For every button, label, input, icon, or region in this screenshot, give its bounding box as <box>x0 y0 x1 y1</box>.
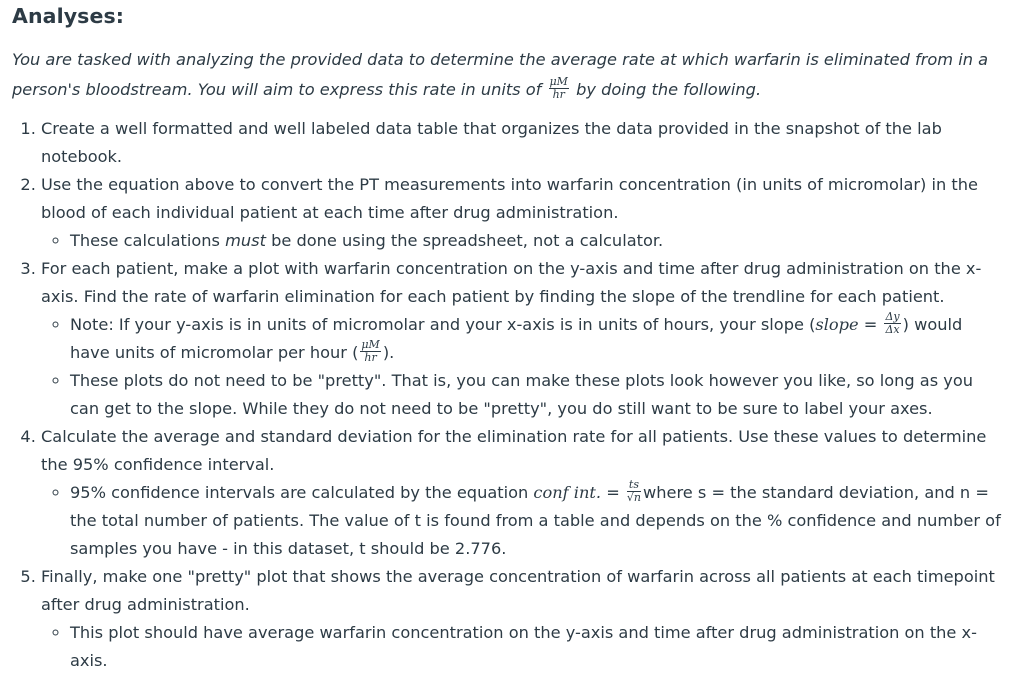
list-item: ◦ These plots do not need to be "pretty". That is, you can make these plots look however you like, so long as you can get to the slope. While they do not need to be "pretty", you do still want to be sure to label your axes. <box>70 367 1001 423</box>
list-item: 1. Create a well formatted and well labeled data table that organizes the data provided in the snapshot of the lab notebook. <box>41 115 1001 171</box>
list-item: ◦ 95% confidence intervals are calculated by the equation conf int. = $\frac{ts}{√n}$ where s = the standard deviation, and n = the total number of patients. The value of t is found from a table and depends on the % confidence and number of samples you have - in this dataset, t should be 2.776. <box>70 479 1001 563</box>
list-item: 5. Finally, make one "pretty" plot that shows the average concentration of warfarin across all patients at each timepoint after drug administration. ◦ This plot should have average warfarin concentration on the y-axis and time after drug administration on the x-axis. <box>41 563 1001 675</box>
sub-list <box>41 619 1001 675</box>
unit-fraction: $\frac{\mu M}{hr}$ <box>549 75 568 101</box>
sub-list <box>41 311 1001 423</box>
intro-paragraph: You are tasked with analyzing the provided data to determine the average rate at which warfarin is eliminated from in a person's bloodstream. You will aim to express this rate in units of $\frac{\mu M}{hr}$ by doing the following. <box>12 50 989 101</box>
list-item: 4. Calculate the average and standard deviation for the elimination rate for all patients. Use these values to determine the 95% confidence interval. ◦ 95% confidence intervals are calculated by the equation conf int. = $\frac{ts}{√n}$ where s = the standard deviation, and n = the total number of patients. The value of t is found from a table and depends on the % confidence and number of samples you have - in this dataset, t should be 2.776. <box>41 423 1001 563</box>
steps-list <box>12 115 1001 675</box>
sub-list <box>41 227 1001 255</box>
unit-fraction: $\frac{\mu M}{hr}$ <box>361 338 380 364</box>
page-title: Analyses: <box>12 4 125 28</box>
list-item: 3. For each patient, make a plot with warfarin concentration on the y-axis and time after drug administration on the x-axis. Find the rate of warfarin elimination for each patient by finding the slope of the trendline for each patient. ◦ Note: If your y-axis is in units of micromolar and your x-axis is in units of hours, your slope (slope = $\frac{\Delta y}{\Delta x}$ ) would have units of micromolar per hour ( $\frac{\mu M}{hr}$ ). ◦ These plots do not need to be "pretty". That is, you can make these plots look however you like, so long as you can get to the slope. While they do not need to be "pretty", you do still want to be sure to label your axes. <box>41 255 1001 423</box>
intro-text: You are tasked with analyzing the provided data to determine the average rate at which warfarin is eliminated from in a person's bloodstream. You will aim to express this rate in units of <box>12 50 989 99</box>
sub-list <box>41 479 1001 563</box>
list-item: ◦ These calculations must be done using the spreadsheet, not a calculator. <box>70 227 1001 255</box>
list-item: 2. Use the equation above to convert the PT measurements into warfarin concentration (in units of micromolar) in the blood of each individual patient at each time after drug administration. ◦ These calculations must be done using the spreadsheet, not a calculator. <box>41 171 1001 255</box>
ci-fraction: $\frac{ts}{√n}$ <box>626 478 641 504</box>
list-item: ◦ Note: If your y-axis is in units of micromolar and your x-axis is in units of hours, your slope (slope = $\frac{\Delta y}{\Delta x}$ ) would have units of micromolar per hour ( $\frac{\mu M}{hr}$ ). <box>70 311 1001 367</box>
list-item: ◦ This plot should have average warfarin concentration on the y-axis and time after drug administration on the x-axis. <box>70 619 1001 675</box>
slope-fraction: $\frac{\Delta y}{\Delta x}$ <box>885 310 900 336</box>
